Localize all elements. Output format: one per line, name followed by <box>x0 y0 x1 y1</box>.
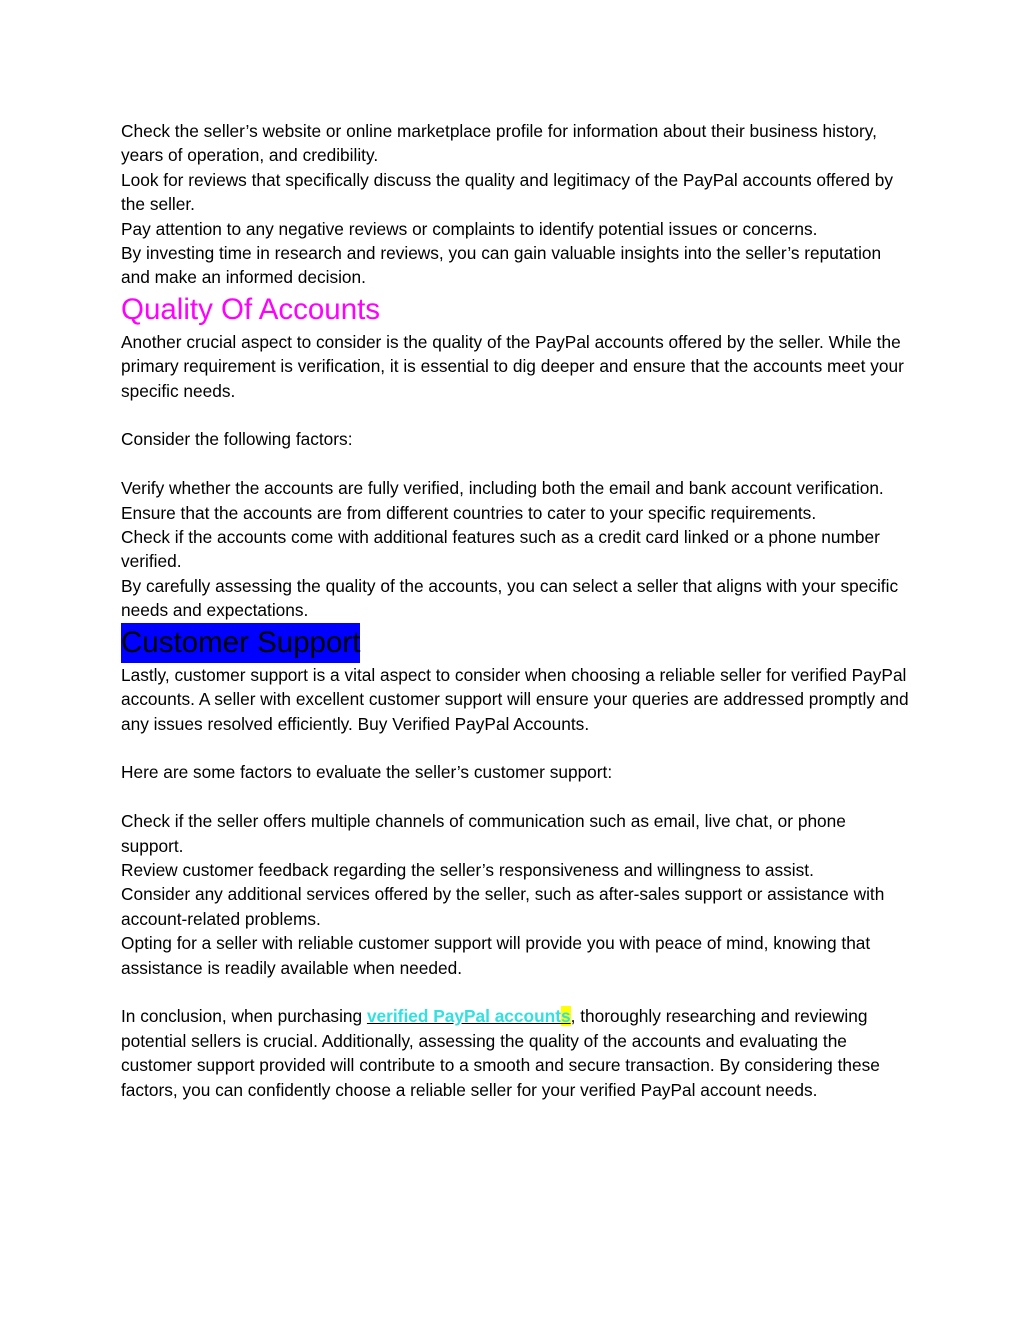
intro-line-seller-website: Check the seller’s website or online marketplace profile for information about their business history, years of operation, and credibility. <box>121 121 877 166</box>
support-item-channels: Check if the seller offers multiple channels of communication such as email, live chat, or phone support. <box>121 811 846 856</box>
conclusion-paragraph <box>121 1004 911 1102</box>
intro-line-reviews: Look for reviews that specifically discuss the quality and legitimacy of the PayPal accounts offered by the seller. <box>121 169 893 215</box>
spacer <box>121 736 911 760</box>
spacer <box>121 452 911 476</box>
quality-paragraph: Another crucial aspect to consider is the quality of the PayPal accounts offered by the seller. While the primary requirement is verification, it is essential to dig deeper and ensure that the accounts meet your specific needs. <box>121 331 904 401</box>
intro-line-investing-time: By investing time in research and reviews, you can gain valuable insights into the seller’s reputation and make an informed decision. <box>121 243 882 288</box>
quality-item-countries: Ensure that the accounts are from different countries to cater to your specific requirements. <box>121 502 817 523</box>
conclusion-text-after: , thoroughly researching and reviewing potential sellers is crucial. Additionally, assessing the quality of the accounts and evaluating the customer support provided will contribute to a smooth and secure transaction. By considering these factors, you can confidently choose a reliable seller for your verified PayPal account needs. <box>121 1006 880 1100</box>
quality-item-fully-verified: Verify whether the accounts are fully verified, including both the email and bank account verification. <box>121 478 884 499</box>
spacer <box>121 403 911 427</box>
support-section <box>121 623 911 980</box>
conclusion-text-before: In conclusion, when purchasing <box>121 1006 367 1027</box>
quality-factors-intro: Consider the following factors: <box>121 429 353 450</box>
support-factors-intro: Here are some factors to evaluate the seller’s customer support: <box>121 762 613 783</box>
support-item-feedback: Review customer feedback regarding the seller’s responsiveness and willingness to assist. <box>121 859 814 880</box>
link-text-highlighted: s <box>560 1006 571 1027</box>
intro-line-negative-reviews: Pay attention to any negative reviews or complaints to identify potential issues or concerns. <box>121 218 818 239</box>
quality-section <box>121 290 911 623</box>
support-heading: Customer Support <box>121 623 360 663</box>
support-item-additional-services: Consider any additional services offered by the seller, such as after-sales support or assistance with account-related problems. <box>121 884 885 929</box>
intro-section <box>121 119 911 290</box>
spacer <box>121 980 911 1004</box>
quality-heading: Quality Of Accounts <box>121 292 381 326</box>
support-paragraph: Lastly, customer support is a vital aspect to consider when choosing a reliable seller for verified PayPal accounts. A seller with excellent customer support will ensure your queries are addressed promptly and any issues resolved efficiently. Buy Verified PayPal Accounts. <box>121 664 909 734</box>
link-text: verified PayPal account <box>366 1006 561 1027</box>
spacer <box>121 785 911 809</box>
support-item-peace-of-mind: Opting for a seller with reliable customer support will provide you with peace of mind, knowing that assistance is readily available when needed. <box>121 933 871 978</box>
verified-paypal-accounts-link[interactable] <box>367 1006 571 1026</box>
quality-item-assessing: By carefully assessing the quality of the accounts, you can select a seller that aligns with your specific needs and expectations. <box>121 575 899 621</box>
document-page <box>121 119 911 1102</box>
quality-item-features: Check if the accounts come with additional features such as a credit card linked or a phone number verified. <box>121 527 880 572</box>
conclusion-section <box>121 1004 911 1102</box>
